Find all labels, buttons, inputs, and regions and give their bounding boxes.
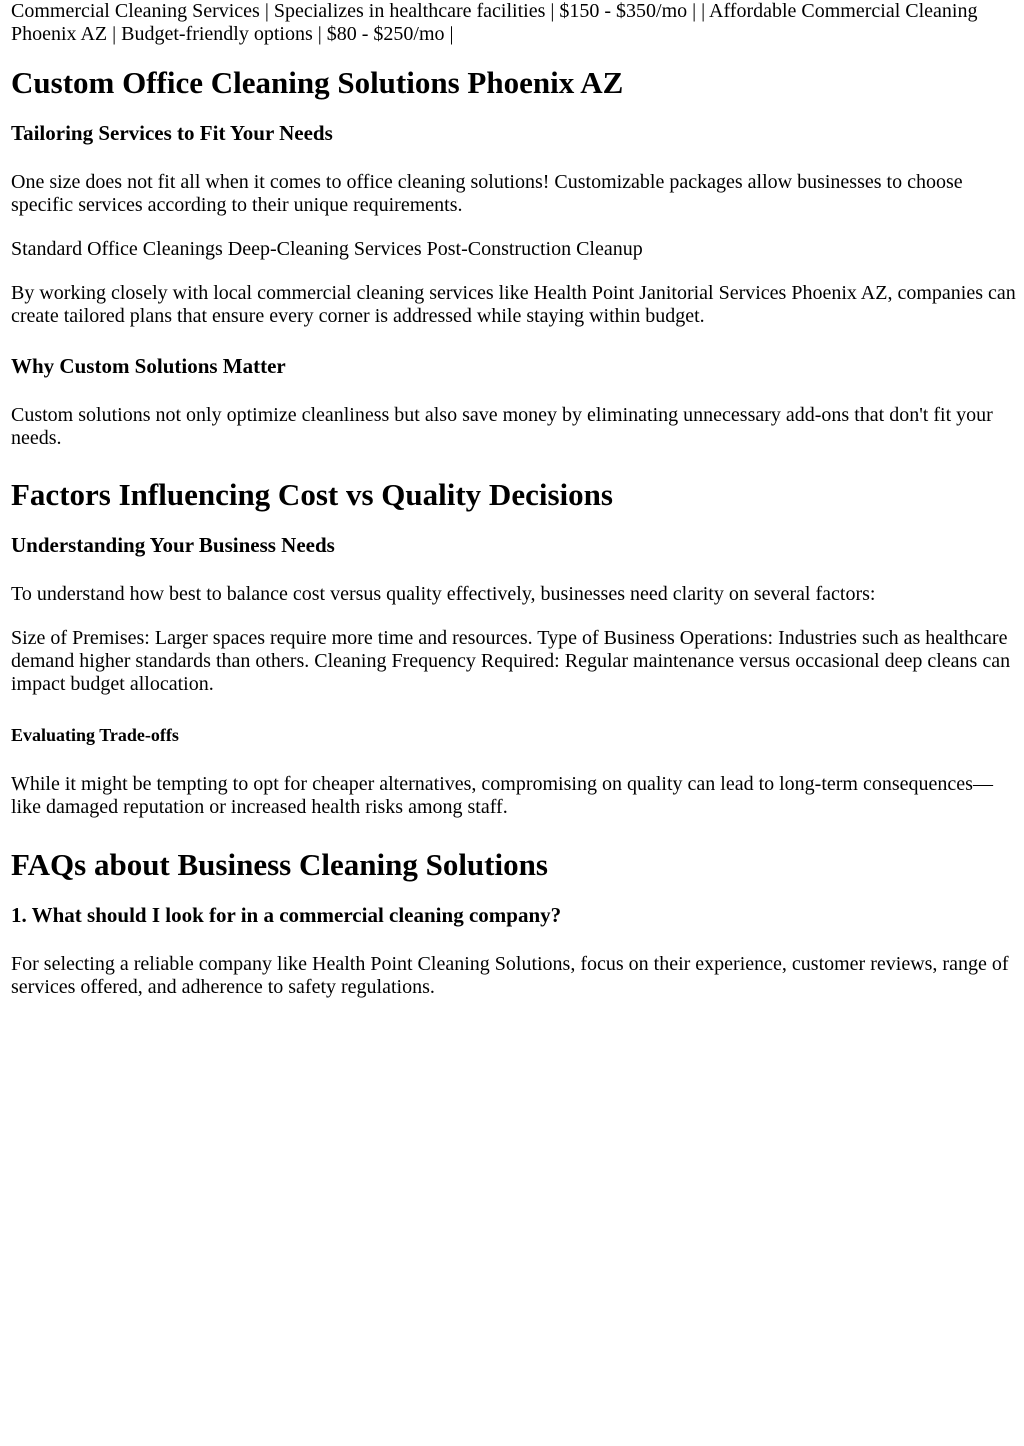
why-custom-paragraph: Custom solutions not only optimize cleanliness but also save money by eliminating unnecessary add-ons that don't fit your needs. (11, 404, 993, 449)
business-needs-paragraph-1: To understand how best to balance cost versus quality effectively, businesses need clarity on several factors: (11, 583, 876, 605)
tailoring-paragraph-2: By working closely with local commercial cleaning services like Health Point Janitorial Services Phoenix AZ, companies can create tailored plans that ensure every corner is addressed while staying within budget. (11, 282, 1016, 327)
subsection-why-custom-title: Why Custom Solutions Matter (11, 354, 286, 378)
business-needs-factors: Size of Premises: Larger spaces require more time and resources. Type of Business Operations: Industries such as healthcare demand higher standards than others. Cleaning Frequency Required: Regular maintenance versus occasional deep cleans can impact budget allocation. (11, 627, 1011, 695)
subsection-business-needs-title: Understanding Your Business Needs (11, 533, 335, 557)
subsection-tailoring-title: Tailoring Services to Fit Your Needs (11, 121, 333, 145)
tailoring-services-list: Standard Office Cleanings Deep-Cleaning Services Post-Construction Cleanup (11, 238, 643, 260)
subsection-trade-offs-title: Evaluating Trade-offs (11, 725, 179, 745)
section-factors-title: Factors Influencing Cost vs Quality Decisions (11, 477, 613, 512)
section-faqs-title: FAQs about Business Cleaning Solutions (11, 847, 548, 882)
faq-question-1: 1. What should I look for in a commercial cleaning company? (11, 903, 562, 927)
tailoring-paragraph-1: One size does not fit all when it comes to office cleaning solutions! Customizable packages allow businesses to choose specific services according to their unique requirements. (11, 171, 963, 216)
faq-answer-1: For selecting a reliable company like Health Point Cleaning Solutions, focus on their experience, customer reviews, range of services offered, and adherence to safety regulations. (11, 953, 1009, 998)
intro-paragraph: Commercial Cleaning Services | Specializes in healthcare facilities | $150 - $350/mo | | Affordable Commercial Cleaning Phoenix AZ | Budget-friendly options | $80 - $250/mo | (11, 0, 978, 45)
trade-offs-paragraph: While it might be tempting to opt for cheaper alternatives, compromising on quality can lead to long-term consequences—like damaged reputation or increased health risks among staff. (11, 773, 993, 818)
section-custom-office-title: Custom Office Cleaning Solutions Phoenix AZ (11, 65, 624, 100)
